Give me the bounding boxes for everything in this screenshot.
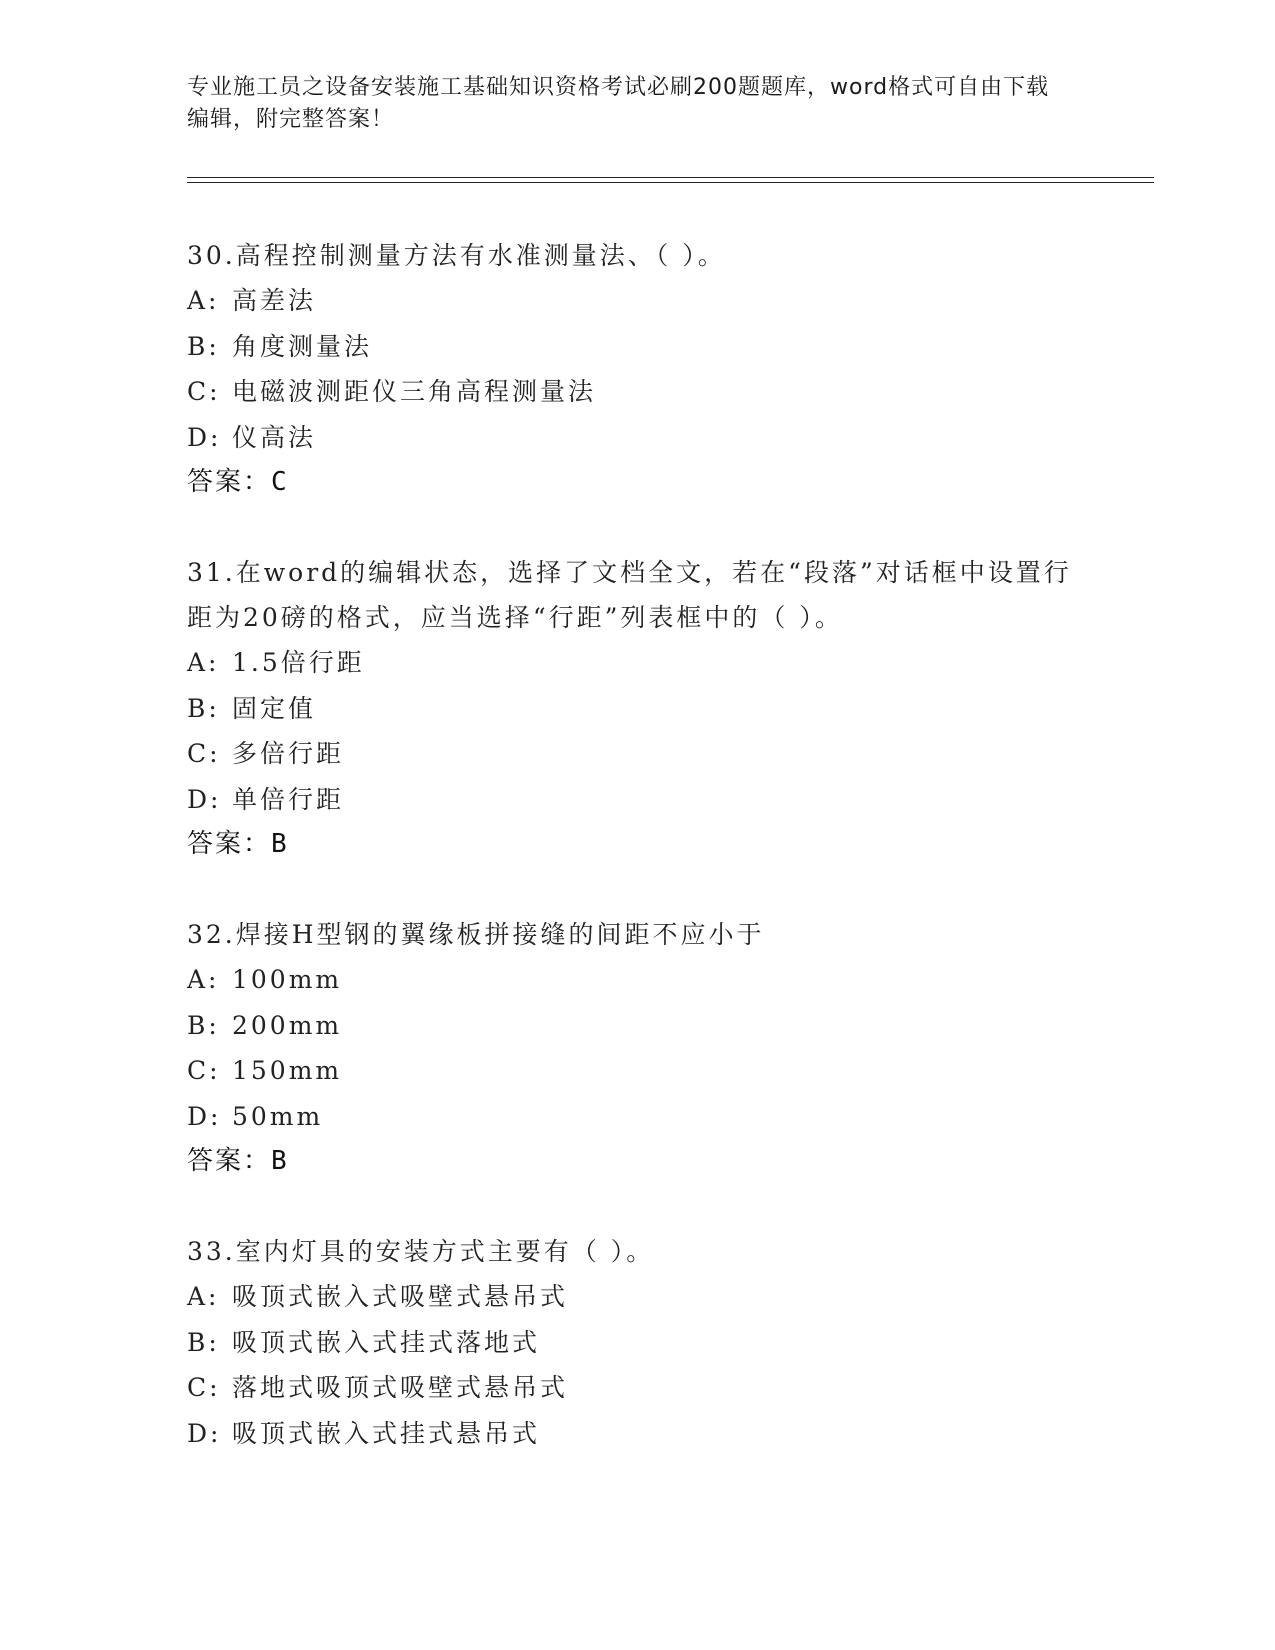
answer-label: 答案： <box>187 467 272 497</box>
document-header <box>187 72 1067 136</box>
option-label: A: <box>187 1282 220 1311</box>
option-label: C: <box>187 1373 221 1402</box>
answer-value: B <box>271 829 289 859</box>
option-text: 多倍行距 <box>232 739 345 768</box>
question-stem: 33.室内灯具的安装方式主要有（ ）。 <box>187 1237 655 1266</box>
option-label: D: <box>187 1418 222 1448</box>
option-a <box>187 957 1087 1003</box>
option-text: 落地式吸顶式吸壁式悬吊式 <box>232 1373 569 1402</box>
option-label: B: <box>187 693 220 723</box>
option-text: 150mm <box>232 1056 343 1085</box>
question-stem: 32.焊接H型钢的翼缘板拼接缝的间距不应小于 <box>187 920 765 949</box>
option-label: D: <box>187 422 222 452</box>
question-stem: 30.高程控制测量方法有水准测量法、（ ）。 <box>187 241 726 270</box>
answer-line <box>187 1139 1087 1184</box>
option-c <box>187 731 1087 777</box>
question-32 <box>187 912 1087 1184</box>
option-text: 电磁波测距仪三角高程测量法 <box>232 377 597 406</box>
option-text: 角度测量法 <box>232 331 373 361</box>
answer-label: 答案： <box>187 829 272 859</box>
option-label: C: <box>187 739 221 768</box>
option-label: A: <box>187 965 220 994</box>
option-b <box>187 1003 1087 1049</box>
option-text: 100mm <box>232 965 343 994</box>
option-label: D: <box>187 1101 222 1131</box>
option-text: 200mm <box>232 1010 343 1040</box>
question-list <box>187 233 1087 1501</box>
option-text: 吸顶式嵌入式吸壁式悬吊式 <box>232 1282 569 1311</box>
answer-value: C <box>271 467 289 497</box>
option-d <box>187 777 1087 823</box>
question-stem: 31.在word的编辑状态，选择了文档全文，若在“段落”对话框中设置行距为20磅的格式，应当选择“行距”列表框中的（ ）。 <box>187 558 1072 632</box>
question-33 <box>187 1229 1087 1456</box>
header-rule-top <box>187 177 1154 178</box>
option-label: C: <box>187 377 221 406</box>
option-text: 吸顶式嵌入式挂式悬吊式 <box>232 1418 541 1448</box>
option-text: 高差法 <box>232 286 317 315</box>
option-label: A: <box>187 648 220 677</box>
option-d <box>187 415 1087 461</box>
option-label: A: <box>187 286 220 315</box>
option-label: B: <box>187 331 220 361</box>
option-label: B: <box>187 1327 220 1357</box>
option-c <box>187 1048 1087 1094</box>
option-b <box>187 1320 1087 1366</box>
option-a <box>187 1274 1087 1320</box>
option-text: 1.5倍行距 <box>232 648 365 677</box>
option-b <box>187 686 1087 732</box>
answer-label: 答案： <box>187 1146 272 1176</box>
option-a <box>187 640 1087 686</box>
option-b <box>187 324 1087 370</box>
option-text: 仪高法 <box>232 422 317 452</box>
option-label: C: <box>187 1056 221 1085</box>
header-rule-bottom <box>187 182 1154 183</box>
option-text: 单倍行距 <box>232 784 345 814</box>
option-text: 50mm <box>232 1101 324 1131</box>
option-d <box>187 1411 1087 1457</box>
option-d <box>187 1094 1087 1140</box>
question-30 <box>187 233 1087 505</box>
option-label: B: <box>187 1010 220 1040</box>
answer-value: B <box>271 1146 289 1176</box>
answer-line <box>187 822 1087 867</box>
header-text: 专业施工员之设备安装施工基础知识资格考试必刷200题题库，word格式可自由下载编辑，附完整答案！ <box>187 75 1050 132</box>
answer-line <box>187 460 1087 505</box>
option-c <box>187 369 1087 415</box>
question-31 <box>187 550 1087 867</box>
option-a <box>187 278 1087 324</box>
option-text: 固定值 <box>232 693 317 723</box>
option-c <box>187 1365 1087 1411</box>
option-label: D: <box>187 784 222 814</box>
option-text: 吸顶式嵌入式挂式落地式 <box>232 1327 541 1357</box>
